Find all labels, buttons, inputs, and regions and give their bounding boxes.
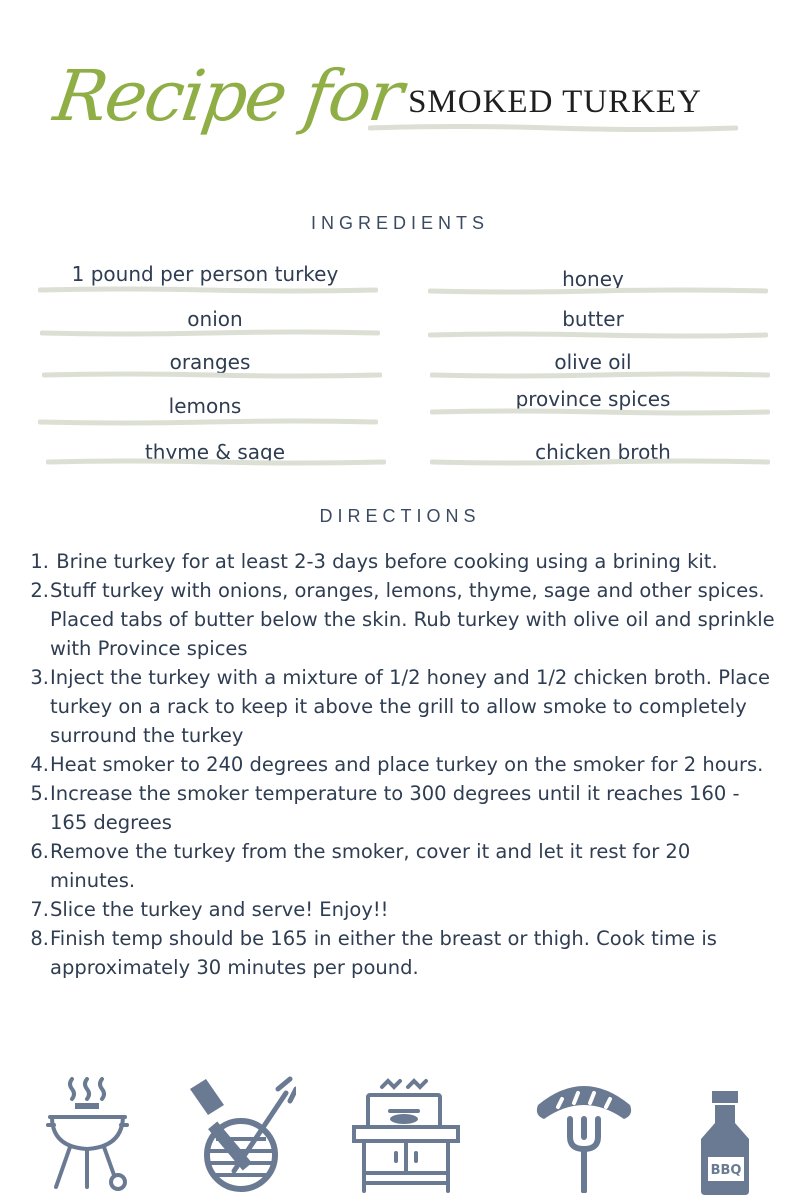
direction-step <box>30 924 780 982</box>
ingredient-right-1: honey <box>562 267 624 291</box>
ingredient-left-4: lemons <box>168 394 242 418</box>
step-text: Remove the turkey from the smoker, cover it and let it rest for 20 minutes. <box>50 840 691 892</box>
smoker-grill-icon <box>350 1075 462 1197</box>
step-text: Inject the turkey with a mixture of 1/2 honey and 1/2 chicken broth. Place turkey on a rack to keep it above the grill to allow smoke to completely surround the turkey <box>50 666 771 747</box>
brush-stroke <box>430 458 770 466</box>
ingredients-heading: INGREDIENTS <box>310 213 489 233</box>
direction-step <box>30 895 780 924</box>
step-number: 3. <box>30 666 49 689</box>
step-number: 2. <box>30 579 49 602</box>
directions-heading: DIRECTIONS <box>319 506 481 526</box>
step-text: Stuff turkey with onions, oranges, lemons, thyme, sage and other spices. Placed tabs of butter below the skin. Rub turkey with olive oil and sprinkle with Province spices <box>50 579 775 660</box>
step-text: Finish temp should be 165 in either the breast or thigh. Cook time is approximately 30 minutes per pound. <box>50 927 717 979</box>
brush-stroke <box>430 408 770 416</box>
brush-stroke <box>38 286 378 294</box>
ingredient-right-2: butter <box>562 307 624 331</box>
step-text: Brine turkey for at least 2-3 days before cooking using a brining kit. <box>50 550 718 573</box>
direction-step <box>30 750 780 779</box>
ingredient-left-3: oranges <box>169 350 251 374</box>
direction-step <box>30 576 780 663</box>
directions-list <box>30 547 780 982</box>
brush-stroke <box>40 329 380 337</box>
direction-step <box>30 837 780 895</box>
step-number: 4. <box>30 753 49 776</box>
brush-stroke <box>430 371 770 379</box>
step-number: 5. <box>30 782 49 805</box>
bottle-label: BBQ <box>710 1163 742 1178</box>
ingredient-left-2: onion <box>187 307 243 331</box>
brush-stroke <box>38 418 378 426</box>
sausage-fork-icon <box>532 1075 637 1193</box>
ingredient-left-5: thyme & sage <box>144 440 286 464</box>
step-number: 8. <box>30 927 49 950</box>
kettle-grill-icon <box>40 1075 135 1193</box>
ingredient-right-3: olive oil <box>554 350 632 374</box>
direction-step <box>30 547 780 576</box>
step-number: 1. <box>30 550 49 573</box>
direction-step <box>30 779 780 837</box>
ingredient-right-4: province spices <box>515 387 671 411</box>
dish-title: SMOKED TURKEY <box>408 84 702 120</box>
step-number: 6. <box>30 840 49 863</box>
brush-stroke <box>428 331 768 339</box>
step-number: 7. <box>30 898 49 921</box>
step-text: Increase the smoker temperature to 300 degrees until it reaches 160 - 165 degrees <box>50 782 740 834</box>
brush-stroke <box>46 458 386 466</box>
direction-step <box>30 663 780 750</box>
ingredient-left-1: 1 pound per person turkey <box>71 262 339 286</box>
title-brush-stroke <box>368 124 738 132</box>
brush-stroke <box>428 287 768 295</box>
step-text: Slice the turkey and serve! Enjoy!! <box>50 898 389 921</box>
ingredient-right-5: chicken broth <box>535 440 671 464</box>
brush-stroke <box>42 371 382 379</box>
recipe-for-script-title: Recipe for <box>49 55 407 137</box>
grill-utensils-icon <box>186 1075 296 1193</box>
step-text: Heat smoker to 240 degrees and place turkey on the smoker for 2 hours. <box>50 753 764 776</box>
bbq-sauce-bottle-icon <box>694 1075 756 1197</box>
